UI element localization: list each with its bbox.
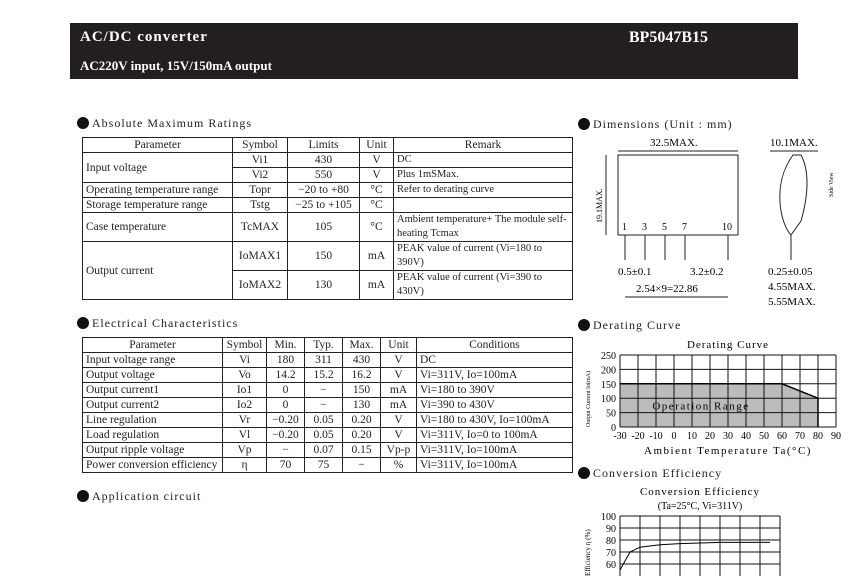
dim-depth: 10.1MAX. (770, 137, 818, 149)
col-header: Parameter (83, 338, 223, 353)
heading-text: Conversion Efficiency (593, 465, 723, 480)
cell: − (305, 383, 343, 398)
cell: V (381, 413, 417, 428)
x-tick-label: 30 (723, 431, 733, 442)
cell: 0 (267, 398, 305, 413)
remark-cell: PEAK value of current (Vi=390 to 430V) (394, 271, 573, 300)
y-tick-label: 60 (606, 560, 616, 571)
unit-cell: °C (360, 198, 394, 213)
y-tick-label: 50 (606, 408, 616, 420)
dim-d1: 4.55MAX. (768, 281, 816, 293)
cell: − (267, 443, 305, 458)
efficiency-heading (578, 464, 722, 482)
symbol-cell: IoMAX2 (233, 271, 288, 300)
cell: Vi=311V, Io=100mA (417, 443, 573, 458)
cell: Output current1 (83, 383, 223, 398)
remark-cell: Refer to derating curve (394, 183, 573, 198)
param-cell: Storage temperature range (83, 198, 233, 213)
unit-cell: mA (360, 242, 394, 271)
pin-7: 7 (682, 222, 687, 233)
limit-cell: 150 (288, 242, 360, 271)
cell: 0.15 (343, 443, 381, 458)
y-tick-label: 80 (606, 536, 616, 547)
table-row (83, 213, 573, 242)
table-row (83, 353, 573, 368)
cell: 430 (343, 353, 381, 368)
col-header: Conditions (417, 338, 573, 353)
efficiency-line (620, 542, 770, 570)
table-row (83, 242, 573, 271)
cell: 180 (267, 353, 305, 368)
heading-text: Application circuit (92, 488, 202, 503)
cell: Vl (223, 428, 267, 443)
col-header: Remark (394, 138, 573, 153)
unit-cell: °C (360, 213, 394, 242)
abs-max-table (82, 137, 573, 300)
cell: 0 (267, 383, 305, 398)
table-row (83, 428, 573, 443)
x-tick-label: -30 (613, 431, 627, 442)
pin-10: 10 (722, 222, 732, 233)
cell: 14.2 (267, 368, 305, 383)
heading-text: Dimensions (Unit : mm) (593, 116, 733, 131)
bullet-icon (77, 490, 89, 502)
limit-cell: −25 to +105 (288, 198, 360, 213)
y-axis-label: Efficiency η (%) (584, 529, 592, 576)
cell: DC (417, 353, 573, 368)
cell: Vi (223, 353, 267, 368)
table-row (83, 383, 573, 398)
y-tick-label: 250 (601, 351, 616, 362)
cell: −0.20 (267, 413, 305, 428)
symbol-cell: Topr (233, 183, 288, 198)
left-column (77, 114, 572, 505)
param-cell: Case temperature (83, 213, 233, 242)
y-tick-label: 100 (601, 512, 616, 523)
cell: 0.05 (305, 428, 343, 443)
cell: Vi=311V, Io=100mA (417, 458, 573, 473)
col-header: Min. (267, 338, 305, 353)
cell: Vi=311V, Io=0 to 100mA (417, 428, 573, 443)
x-tick-label: 10 (687, 431, 697, 442)
cell: Vi=390 to 430V (417, 398, 573, 413)
y-axis-label: Output Current Io(mA) (586, 371, 592, 427)
pin-1: 1 (622, 222, 627, 233)
cell: % (381, 458, 417, 473)
y-tick-label: 70 (606, 548, 616, 559)
table-row (83, 443, 573, 458)
x-tick-label: -20 (631, 431, 645, 442)
cell: Vi=180 to 430V, Io=100mA (417, 413, 573, 428)
cell: 70 (267, 458, 305, 473)
product-subtitle: AC220V input, 15V/150mA output (80, 58, 272, 73)
cell: Io1 (223, 383, 267, 398)
cell: 311 (305, 353, 343, 368)
cell: −0.20 (267, 428, 305, 443)
x-tick-label: 90 (831, 431, 841, 442)
y-tick-label: 100 (601, 394, 616, 406)
cell: Vi=311V, Io=100mA (417, 368, 573, 383)
cell: Io2 (223, 398, 267, 413)
dim-lead: 0.5±0.1 (618, 266, 652, 278)
x-tick-label: 80 (813, 431, 823, 442)
param-cell: Input voltage (83, 153, 233, 183)
remark-cell: Plus 1mSMax. (394, 168, 573, 183)
symbol-cell: Vi2 (233, 168, 288, 183)
dim-height: 19.1MAX. (595, 188, 604, 223)
dim-width: 32.5MAX. (650, 137, 698, 149)
table-row (83, 198, 573, 213)
header-bar (70, 23, 798, 79)
unit-cell: V (360, 153, 394, 168)
x-tick-label: 50 (759, 431, 769, 442)
cell: Vr (223, 413, 267, 428)
bullet-icon (77, 117, 89, 129)
cell: η (223, 458, 267, 473)
remark-cell (394, 198, 573, 213)
unit-cell: mA (360, 271, 394, 300)
unit-cell: V (360, 168, 394, 183)
chart-title: Derating Curve (686, 339, 770, 351)
limit-cell: 105 (288, 213, 360, 242)
table-row (83, 413, 573, 428)
table-row (83, 458, 573, 473)
y-tick-label: 200 (601, 365, 616, 377)
dimensions-heading (578, 115, 733, 133)
dim-lead-len: 3.2±0.2 (690, 266, 724, 278)
remark-cell: DC (394, 153, 573, 168)
cell: 15.2 (305, 368, 343, 383)
y-tick-label: 0 (611, 423, 616, 434)
cell: Output ripple voltage (83, 443, 223, 458)
cell: V (381, 368, 417, 383)
heading-text: Absolute Maximum Ratings (92, 115, 252, 130)
cell: 0.05 (305, 413, 343, 428)
cell: Line regulation (83, 413, 223, 428)
remark-cell: PEAK value of current (Vi=180 to 390V) (394, 242, 573, 271)
product-type: AC/DC converter (80, 29, 208, 45)
symbol-cell: TcMAX (233, 213, 288, 242)
dim-d2: 5.55MAX. (768, 296, 816, 308)
col-header: Max. (343, 338, 381, 353)
symbol-cell: Tstg (233, 198, 288, 213)
dim-lead2: 0.25±0.05 (768, 266, 813, 278)
col-header: Unit (360, 138, 394, 153)
bullet-icon (578, 118, 590, 130)
table-row (83, 368, 573, 383)
bullet-icon (578, 319, 590, 331)
table-row (83, 153, 573, 168)
remark-cell: Ambient temperature+ The module self-heating Tcmax (394, 213, 573, 242)
dim-pitch: 2.54×9=22.86 (636, 283, 698, 295)
x-tick-label: 70 (795, 431, 805, 442)
cell: 16.2 (343, 368, 381, 383)
param-cell: Operating temperature range (83, 183, 233, 198)
cell: Power conversion efficiency (83, 458, 223, 473)
col-header: Unit (381, 338, 417, 353)
cell: Load regulation (83, 428, 223, 443)
x-tick-label: 0 (671, 431, 677, 442)
pin-5: 5 (662, 222, 667, 233)
cell: 130 (343, 398, 381, 413)
elec-heading (77, 314, 572, 332)
operation-range-label: Operation Range (652, 400, 750, 413)
limit-cell: 430 (288, 153, 360, 168)
cell: Vi=180 to 390V (417, 383, 573, 398)
cell: Input voltage range (83, 353, 223, 368)
cell: mA (381, 383, 417, 398)
limit-cell: 550 (288, 168, 360, 183)
cell: 0.20 (343, 413, 381, 428)
cell: V (381, 353, 417, 368)
cell: Output voltage (83, 368, 223, 383)
col-header: Limits (288, 138, 360, 153)
cell: 0.07 (305, 443, 343, 458)
chart-title: Conversion Efficiency (639, 486, 761, 498)
cell: Vp-p (381, 443, 417, 458)
bullet-icon (77, 317, 89, 329)
chart-subtitle: (Ta=25°C, Vi=311V) (657, 501, 743, 512)
app-heading (77, 487, 572, 505)
y-tick-label: 90 (606, 524, 616, 535)
pin-3: 3 (642, 222, 647, 233)
part-number: BP5047B15 (628, 29, 708, 46)
cell: − (343, 458, 381, 473)
x-tick-label: -10 (649, 431, 663, 442)
efficiency-chart (580, 484, 810, 584)
dimensions-drawing (578, 135, 848, 311)
col-header: Symbol (233, 138, 288, 153)
elec-table (82, 337, 573, 473)
cell: − (305, 398, 343, 413)
heading-text: Derating Curve (593, 317, 682, 332)
col-header: Typ. (305, 338, 343, 353)
x-tick-label: 40 (741, 431, 751, 442)
cell: 0.20 (343, 428, 381, 443)
bullet-icon (578, 467, 590, 479)
heading-text: Electrical Characteristics (92, 315, 239, 330)
param-cell: Output current (83, 242, 233, 300)
unit-cell: °C (360, 183, 394, 198)
cell: Vp (223, 443, 267, 458)
col-header: Symbol (223, 338, 267, 353)
limit-cell: 130 (288, 271, 360, 300)
side-view-label: Side View (829, 172, 835, 197)
cell: Vo (223, 368, 267, 383)
derating-heading (578, 316, 681, 334)
x-tick-label: 20 (705, 431, 715, 442)
symbol-cell: Vi1 (233, 153, 288, 168)
cell: 75 (305, 458, 343, 473)
cell: V (381, 428, 417, 443)
derating-chart (580, 335, 852, 463)
limit-cell: −20 to +80 (288, 183, 360, 198)
symbol-cell: IoMAX1 (233, 242, 288, 271)
cell: mA (381, 398, 417, 413)
cell: 150 (343, 383, 381, 398)
x-tick-label: 60 (777, 431, 787, 442)
x-axis-label: Ambient Temperature Ta(°C) (644, 445, 812, 457)
y-tick-label: 150 (601, 379, 616, 391)
cell: Output current2 (83, 398, 223, 413)
col-header: Parameter (83, 138, 233, 153)
abs-max-heading (77, 114, 572, 132)
table-row (83, 183, 573, 198)
table-row (83, 398, 573, 413)
